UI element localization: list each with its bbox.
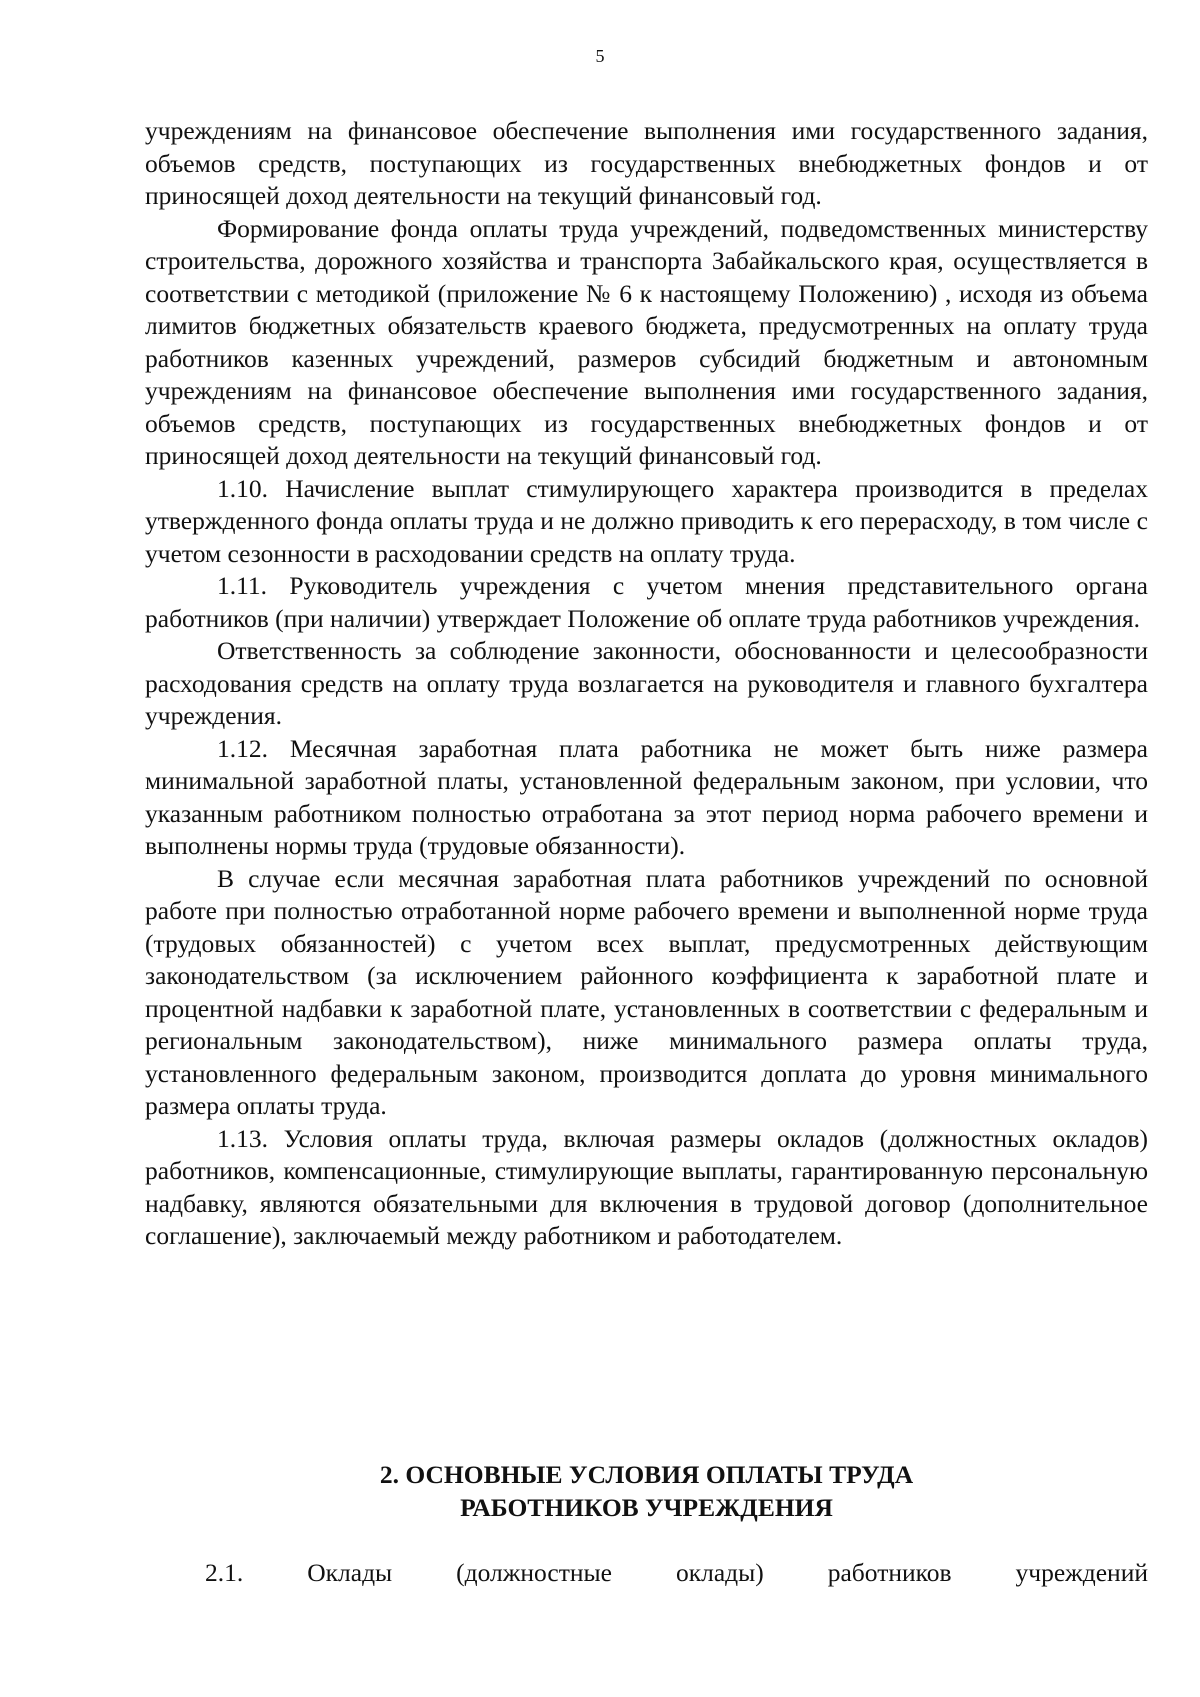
paragraph-continuation: учреждениям на финансовое обеспечение выполнения ими государственного задания, объемов средств, поступающих из государственных внебюджетных фондов и от приносящей доход деятельности на текущий финансовый год. [145,116,1148,210]
paragraph-fund-formation: Формирование фонда оплаты труда учреждений, подведомственных министерству строительства, дорожного хозяйства и транспорта Забайкальского края, осуществляется в соответствии с методикой (приложение № 6 к настоящему Положению) , исходя из объема лимитов бюджетных обязательств краевого бюджета, предусмотренных на оплату труда работников казенных учреждений, размеров субсидий бюджетным и автономным учреждениям на финансовое обеспечение выполнения ими государственного задания, объемов средств, поступающих из государственных внебюджетных фондов и от приносящей доход деятельности на текущий финансовый год. [145,213,1148,470]
section-heading-line-2: РАБОТНИКОВ УЧРЕЖДЕНИЯ [460,1493,833,1522]
paragraph-minimum-wage: В случае если месячная заработная плата работников учреждений по основной работе при полностью отработанной норме рабочего времени и выполненной норме труда (трудовых обязанностей) с учетом всех выплат, предусмотренных действующим законодательством (за исключением районного коэффициента к заработной плате и процентной надбавки к заработной плате, установленных в соответствии с федеральным и региональным законодательством), ниже минимального размера оплаты труда, установленного федеральным законом, производится доплата до уровня минимального размера оплаты труда. [145,863,1148,1120]
paragraph-responsibility: Ответственность за соблюдение законности, обоснованности и целесообразности расходования средств на оплату труда возлагается на руководителя и главного бухгалтера учреждения. [145,636,1148,730]
section-heading-line-1: 2. ОСНОВНЫЕ УСЛОВИЯ ОПЛАТЫ ТРУДА [379,1460,914,1489]
paragraph-1-10: 1.10. Начисление выплат стимулирующего характера производится в пределах утвержденного фонда оплаты труда и не должно приводить к его перерасходу, в том числе с учетом сезонности в расходовании средств на оплату труда. [145,473,1148,568]
document-body [145,115,1148,1253]
paragraph-2-1-start: 2.1. Оклады (должностные оклады) работников учреждений [205,1558,1148,1587]
section-heading [145,1458,1148,1524]
paragraph-1-13: 1.13. Условия оплаты труда, включая размеры окладов (должностных окладов) работников, компенсационные, стимулирующие выплаты, гарантированную персональную надбавку, являются обязательными для включения в трудовой договор (дополнительное соглашение), заключаемый между работником и работодателем. [145,1123,1148,1250]
paragraph-1-12: 1.12. Месячная заработная плата работника не может быть ниже размера минимальной заработной платы, установленной федеральным законом, при условии, что указанным работником полностью отработана за этот период норма рабочего времени и выполнены нормы труда (трудовые обязанности). [145,733,1148,860]
paragraph-1-11: 1.11. Руководитель учреждения с учетом мнения представительного органа работников (при наличии) утверждает Положение об оплате труда работников учреждения. [145,571,1148,633]
page-number: 5 [595,46,605,66]
